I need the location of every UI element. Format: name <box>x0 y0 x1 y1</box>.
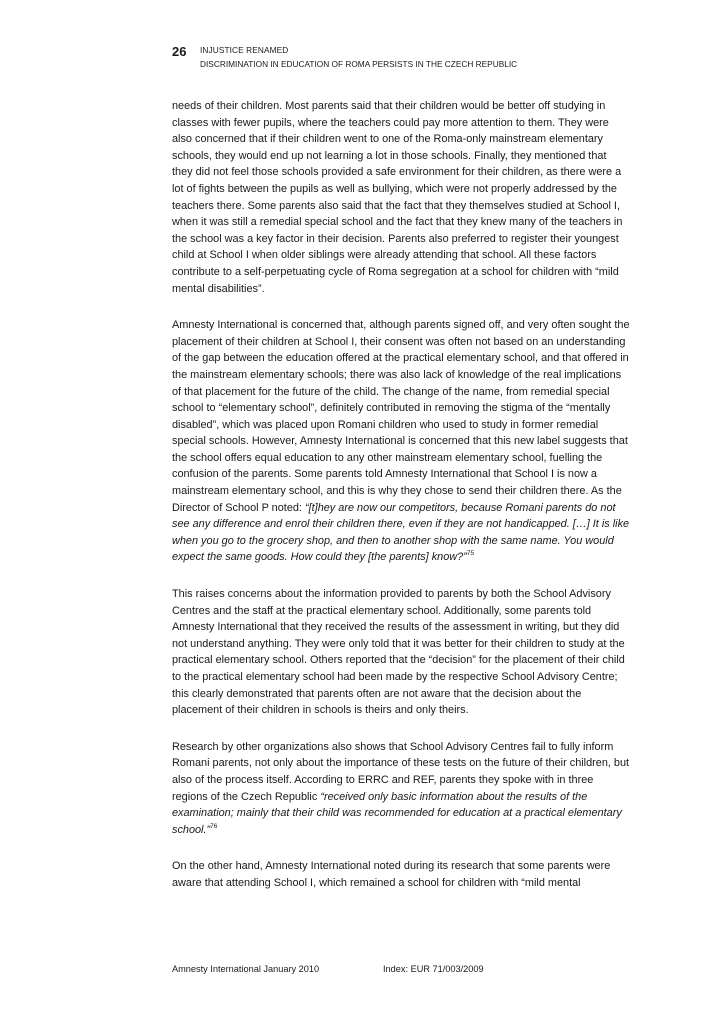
quote-text: “received only basic information about the results of the examination; mainly that their child was recommended for education at a practical elementary school.” <box>172 790 622 836</box>
running-title: INJUSTICE RENAMED <box>200 45 289 55</box>
paragraph-text: On the other hand, Amnesty International noted during its research that some parents were aware that attending School I, which remained a school for children with “mild mental <box>172 860 611 889</box>
paragraph-1 <box>172 98 630 297</box>
paragraph-3 <box>172 586 630 719</box>
paragraph-text: needs of their children. Most parents said that their children would be better off studying in classes with fewer pupils, where the teachers could pay more attention to them. They were also concerned that if their children went to one of the Roma-only mainstream elementary schools, they would end up not learning a lot in those schools. Finally, they mentioned that they did not feel those schools provided a safe environment for their children, as there were a lot of fights between the pupils as well as bullying, which were not properly addressed by the teachers there. Some parents also said that the fact that they themselves studied at School I, when it was still a remedial special school and the fact that they knew many of the teachers in the school was a key factor in their decision. Parents also preferred to register their youngest child at School I when older siblings were already attending that school. All these factors contribute to a self-perpetuating cycle of Roma segregation at a school for children with “mild mental disabilities”. <box>172 100 623 295</box>
paragraph-text: Amnesty International is concerned that, although parents signed off, and very often sought the placement of their children at School I, their consent was often not based on an understanding of the gap between the education offered at the practical elementary school, and that offered in the mainstream elementary schools; there was also lack of knowledge of the real implications of that placement for the future of the child. The change of the name, from remedial special school to “elementary school”, definitely contributed in removing the stigma of the “mentally disabled”, which was placed upon Romani children who used to study in former remedial special schools. However, Amnesty International is concerned that this new label suggests that the school offers equal education to any other mainstream elementary school, fuelling the confusion of the parents. Some parents told Amnesty International that School I is now a mainstream elementary school, and this is why they chose to send their children there. As the Director of School P noted: <box>172 319 630 514</box>
quote-text: “[t]hey are now our competitors, because Romani parents do not see any difference and enrol their children there, even if they are not handicapped. […] It is like when you go to the grocery shop, and then to another shop with the same name. You would expect the same goods. How could they [the parents] know?” <box>172 501 630 564</box>
footnote-ref: 76 <box>210 822 218 830</box>
footer-publisher: Amnesty International January 2010 <box>172 964 320 974</box>
body-text <box>172 98 630 912</box>
paragraph-text: Research by other organizations also shows that School Advisory Centres fail to fully inform Romani parents, not only about the importance of these tests on the future of their children, but also of the process itself. According to ERRC and REF, parents they spoke with in three regions of the Czech Republic <box>172 740 630 803</box>
paragraph-5 <box>172 858 630 891</box>
running-subtitle: DISCRIMINATION IN EDUCATION OF ROMA PERSISTS IN THE CZECH REPUBLIC <box>200 59 518 69</box>
footer-index: Index: EUR 71/003/2009 <box>383 964 484 974</box>
paragraph-2 <box>172 317 630 566</box>
paragraph-4 <box>172 739 630 839</box>
paragraph-text: This raises concerns about the information provided to parents by both the School Advisory Centres and the staff at the practical elementary school. Additionally, some parents told Amnesty International that they received the results of the assessment in writing, but they did not understand anything. They were only told that it was better for their children to study at the practical elementary school. Others reported that the “decision” for the placement of their child to the practical elementary school had been made by the respective School Advisory Centre; this clearly demonstrated that parents often are not aware that the decision about the placement of their children in schools is theirs and only theirs. <box>172 588 625 717</box>
page-number: 26 <box>172 44 187 59</box>
footnote-ref: 75 <box>466 550 475 558</box>
